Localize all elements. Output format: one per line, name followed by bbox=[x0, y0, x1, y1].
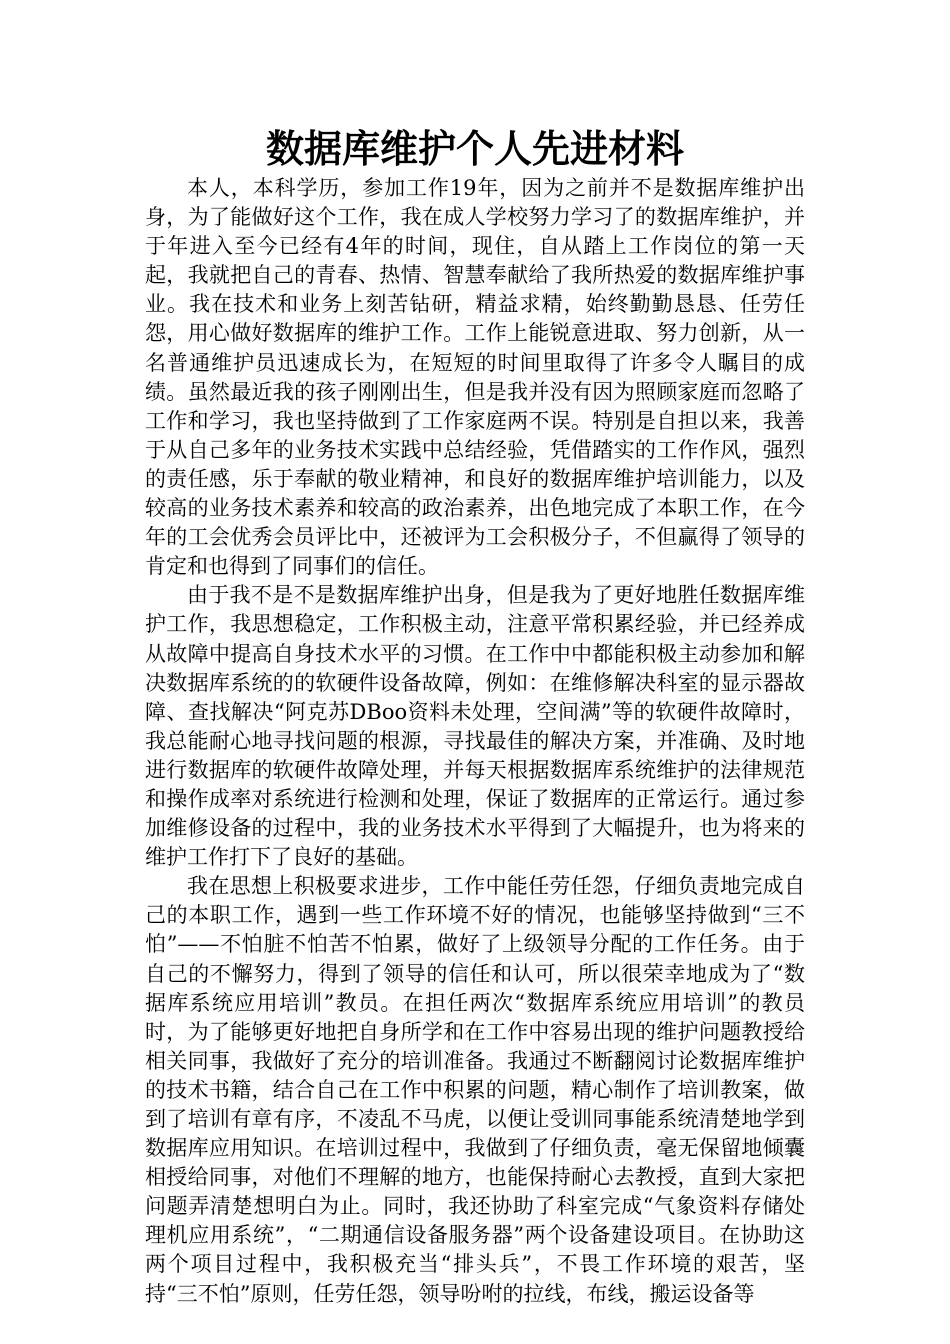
paragraph-2: 由于我不是不是数据库维护出身，但是我为了更好地胜任数据库维护工作，我思想稳定，工作积极主动，注意平常积累经验，并已经养成从故障中提高自身技术水平的习惯。在工作中中都能积极主动参加和解决数据库系统的的软硬件设备故障，例如：在维修解决科室的显示器故障、查找解决“阿克苏DBoo资料未处理，空间满”等的软硬件故障时，我总能耐心地寻找问题的根源，寻找最佳的解决方案，并准确、及时地进行数据库的软硬件故障处理，并每天根据数据库系统维护的法律规范和操作成率对系统进行检测和处理，保证了数据库的正常运行。通过参加维修设备的过程中，我的业务技术水平得到了大幅提升，也为将来的维护工作打下了良好的基础。 bbox=[145, 583, 805, 870]
document-title: 数据库维护个人先进材料 bbox=[265, 126, 684, 171]
paragraph-1: 本人，本科学历，参加工作19年，因为之前并不是数据库维护出身，为了能做好这个工作，我在成人学校努力学习了的数据库维护，并于年进入至今已经有4年的时间，现住，自从踏上工作岗位的第一天起，我就把自己的青春、热情、智慧奉献给了我所热爱的数据库维护事业。我在技术和业务上刻苦钻研，精益求精，始终勤勤恳恳、任劳任怨，用心做好数据库的维护工作。工作上能锐意进取、努力创新，从一名普通维护员迅速成长为，在短短的时间里取得了许多令人瞩目的成绩。虽然最近我的孩子刚刚出生，但是我并没有因为照顾家庭而忽略了工作和学习，我也坚持做到了工作家庭两不误。特别是自担以来，我善于从自己多年的业务技术实践中总结经验，凭借踏实的工作作风，强烈的责任感，乐于奉献的敬业精神，和良好的数据库维护培训能力，以及较高的业务技术素养和较高的政治素养，出色地完成了本职工作，在今年的工会优秀会员评比中，还被评为工会积极分子，不但赢得了领导的肯定和也得到了同事们的信任。 bbox=[145, 176, 805, 579]
document-body bbox=[145, 174, 805, 1309]
paragraph-3: 我在思想上积极要求进步，工作中能任劳任怨，仔细负责地完成自己的本职工作，遇到一些工作环境不好的情况，也能够坚持做到“三不怕”——不怕脏不怕苦不怕累，做好了上级领导分配的工作任务。由于自己的不懈努力，得到了领导的信任和认可，所以很荣幸地成为了“数据库系统应用培训”教员。在担任两次“数据库系统应用培训”的教员时，为了能够更好地把自身所学和在工作中容易出现的维护问题教授给相关同事，我做好了充分的培训准备。我通过不断翻阅讨论数据库维护的技术书籍，结合自己在工作中积累的问题，精心制作了培训教案，做到了培训有章有序，不凌乱不马虎，以便让受训同事能系统清楚地学到数据库应用知识。在培训过程中，我做到了仔细负责，毫无保留地倾囊相授给同事，对他们不理解的地方，也能保持耐心去教授，直到大家把问题弄清楚想明白为止。同时，我还协助了科室完成“气象资料存储处理机应用系统”，“二期通信设备服务器”两个设备建设项目。在协助这两个项目过程中，我积极充当“排头兵”，不畏工作环境的艰苦，坚持“三不怕”原则，任劳任怨，领导吩咐的拉线，布线，搬运设备等 bbox=[145, 874, 805, 1306]
